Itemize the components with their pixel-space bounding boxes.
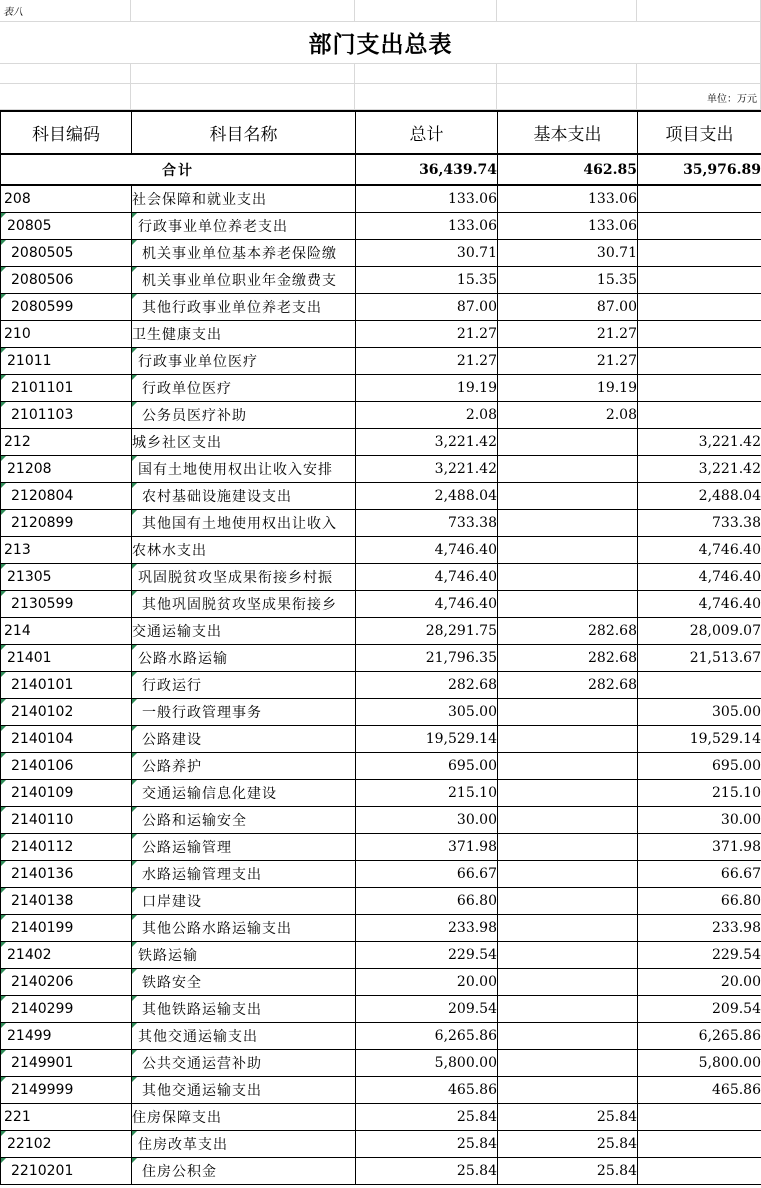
table-row — [1, 185, 761, 212]
row-total[interactable]: 21.27 — [356, 320, 498, 347]
row-code[interactable]: 22102 — [1, 1130, 132, 1157]
row-project[interactable]: 215.10 — [638, 779, 761, 806]
row-code[interactable]: 2130599 — [1, 590, 132, 617]
grid-cell[interactable] — [355, 64, 497, 84]
row-project[interactable]: 20.00 — [638, 968, 761, 995]
row-code[interactable]: 2140206 — [1, 968, 132, 995]
sheet-label: 表八 — [3, 7, 23, 18]
row-total[interactable]: 133.06 — [356, 212, 498, 239]
row-name[interactable]: 住房保障支出 — [132, 1103, 356, 1130]
row-basic[interactable]: 25.84 — [498, 1157, 638, 1184]
row-basic[interactable]: 133.06 — [498, 185, 638, 212]
row-name[interactable]: 铁路安全 — [132, 968, 356, 995]
header-row — [1, 111, 761, 154]
row-total[interactable]: 133.06 — [356, 185, 498, 212]
row-code[interactable]: 2101101 — [1, 374, 132, 401]
row-project[interactable]: 209.54 — [638, 995, 761, 1022]
row-code[interactable]: 2149999 — [1, 1076, 132, 1103]
row-project[interactable] — [638, 401, 761, 428]
row-code[interactable]: 2140102 — [1, 698, 132, 725]
row-project[interactable]: 3,221.42 — [638, 455, 761, 482]
row-total[interactable]: 25.84 — [356, 1157, 498, 1184]
row-total[interactable]: 19.19 — [356, 374, 498, 401]
table-row — [1, 401, 761, 428]
table-row — [1, 806, 761, 833]
row-name[interactable]: 交通运输信息化建设 — [132, 779, 356, 806]
row-basic[interactable] — [498, 941, 638, 968]
row-basic[interactable] — [498, 590, 638, 617]
row-code[interactable]: 2140199 — [1, 914, 132, 941]
row-basic[interactable]: 21.27 — [498, 320, 638, 347]
row-code[interactable]: 213 — [1, 536, 132, 563]
row-project[interactable] — [638, 1130, 761, 1157]
row-code[interactable]: 221 — [1, 1103, 132, 1130]
row-project[interactable] — [638, 239, 761, 266]
page-title: 部门支出总表 — [308, 31, 453, 58]
table-row — [1, 779, 761, 806]
grid-cell[interactable] — [131, 0, 355, 22]
grid-cell[interactable] — [131, 84, 355, 110]
total-project[interactable]: 35,976.89 — [638, 154, 761, 185]
row-code[interactable]: 21011 — [1, 347, 132, 374]
row-code[interactable]: 210 — [1, 320, 132, 347]
row-code[interactable]: 2101103 — [1, 401, 132, 428]
row-total[interactable]: 6,265.86 — [356, 1022, 498, 1049]
table-row — [1, 1022, 761, 1049]
row-total[interactable]: 20.00 — [356, 968, 498, 995]
row-project[interactable]: 465.86 — [638, 1076, 761, 1103]
row-basic[interactable] — [498, 509, 638, 536]
row-total[interactable]: 282.68 — [356, 671, 498, 698]
row-basic[interactable]: 30.71 — [498, 239, 638, 266]
table-row — [1, 860, 761, 887]
grid-cell[interactable] — [497, 0, 637, 22]
row-name[interactable]: 公务员医疗补助 — [132, 401, 356, 428]
table-row — [1, 320, 761, 347]
row-total[interactable]: 695.00 — [356, 752, 498, 779]
grid-cell[interactable] — [0, 84, 131, 110]
table-row — [1, 833, 761, 860]
row-basic[interactable] — [498, 428, 638, 455]
row-name[interactable]: 巩固脱贫攻坚成果衔接乡村振 — [132, 563, 356, 590]
row-project[interactable]: 233.98 — [638, 914, 761, 941]
row-name[interactable]: 口岸建设 — [132, 887, 356, 914]
row-code[interactable]: 2120899 — [1, 509, 132, 536]
row-name[interactable]: 交通运输支出 — [132, 617, 356, 644]
row-code[interactable]: 2140110 — [1, 806, 132, 833]
row-basic[interactable]: 87.00 — [498, 293, 638, 320]
table-row — [1, 212, 761, 239]
row-basic[interactable] — [498, 1022, 638, 1049]
row-name[interactable]: 公路运输管理 — [132, 833, 356, 860]
row-total[interactable]: 19,529.14 — [356, 725, 498, 752]
table-row — [1, 698, 761, 725]
row-total[interactable]: 5,800.00 — [356, 1049, 498, 1076]
row-basic[interactable]: 133.06 — [498, 212, 638, 239]
row-basic[interactable] — [498, 968, 638, 995]
row-name[interactable]: 社会保障和就业支出 — [132, 185, 356, 212]
row-total[interactable]: 371.98 — [356, 833, 498, 860]
row-project[interactable]: 733.38 — [638, 509, 761, 536]
row-total[interactable]: 15.35 — [356, 266, 498, 293]
table-row — [1, 563, 761, 590]
table-row — [1, 266, 761, 293]
table-row — [1, 536, 761, 563]
row-name[interactable]: 其他铁路运输支出 — [132, 995, 356, 1022]
row-basic[interactable]: 25.84 — [498, 1103, 638, 1130]
row-name[interactable]: 公路建设 — [132, 725, 356, 752]
table-row — [1, 887, 761, 914]
row-name[interactable]: 其他交通运输支出 — [132, 1022, 356, 1049]
header-basic[interactable]: 基本支出 — [498, 111, 638, 154]
unit-label: 单位：万元 — [707, 94, 757, 105]
row-total[interactable]: 66.67 — [356, 860, 498, 887]
row-project[interactable]: 3,221.42 — [638, 428, 761, 455]
row-project[interactable] — [638, 185, 761, 212]
row-name[interactable]: 公路水路运输 — [132, 644, 356, 671]
table-row — [1, 1130, 761, 1157]
row-total[interactable]: 229.54 — [356, 941, 498, 968]
row-total[interactable]: 28,291.75 — [356, 617, 498, 644]
grid-cell[interactable] — [131, 64, 355, 84]
row-project[interactable]: 4,746.40 — [638, 536, 761, 563]
row-total[interactable]: 209.54 — [356, 995, 498, 1022]
row-code[interactable]: 2120804 — [1, 482, 132, 509]
row-code[interactable]: 2140109 — [1, 779, 132, 806]
sheet-header-area — [0, 0, 761, 110]
row-code[interactable]: 2140106 — [1, 752, 132, 779]
row-code[interactable]: 2140138 — [1, 887, 132, 914]
row-basic[interactable]: 282.68 — [498, 617, 638, 644]
row-total[interactable]: 733.38 — [356, 509, 498, 536]
table-row — [1, 968, 761, 995]
row-basic[interactable] — [498, 806, 638, 833]
row-code[interactable]: 2140299 — [1, 995, 132, 1022]
row-total[interactable]: 21.27 — [356, 347, 498, 374]
row-total[interactable]: 87.00 — [356, 293, 498, 320]
row-code[interactable]: 21401 — [1, 644, 132, 671]
row-code[interactable]: 208 — [1, 185, 132, 212]
table-row — [1, 671, 761, 698]
row-basic[interactable] — [498, 995, 638, 1022]
row-project[interactable]: 19,529.14 — [638, 725, 761, 752]
row-basic[interactable] — [498, 1076, 638, 1103]
row-total[interactable]: 233.98 — [356, 914, 498, 941]
row-basic[interactable]: 25.84 — [498, 1130, 638, 1157]
row-code[interactable]: 2140104 — [1, 725, 132, 752]
row-project[interactable]: 30.00 — [638, 806, 761, 833]
table-row — [1, 644, 761, 671]
row-project[interactable]: 371.98 — [638, 833, 761, 860]
row-code[interactable]: 2080505 — [1, 239, 132, 266]
table-row — [1, 509, 761, 536]
row-total[interactable]: 30.71 — [356, 239, 498, 266]
row-code[interactable]: 21499 — [1, 1022, 132, 1049]
row-name[interactable]: 城乡社区支出 — [132, 428, 356, 455]
row-basic[interactable] — [498, 860, 638, 887]
row-basic[interactable]: 19.19 — [498, 374, 638, 401]
row-total[interactable]: 4,746.40 — [356, 563, 498, 590]
row-basic[interactable] — [498, 752, 638, 779]
row-code[interactable]: 21402 — [1, 941, 132, 968]
grid-cell[interactable] — [497, 84, 637, 110]
row-basic[interactable] — [498, 455, 638, 482]
row-total[interactable]: 2,488.04 — [356, 482, 498, 509]
row-total[interactable]: 30.00 — [356, 806, 498, 833]
row-total[interactable]: 4,746.40 — [356, 590, 498, 617]
table-row — [1, 590, 761, 617]
row-name[interactable]: 农村基础设施建设支出 — [132, 482, 356, 509]
row-project[interactable]: 229.54 — [638, 941, 761, 968]
row-name[interactable]: 水路运输管理支出 — [132, 860, 356, 887]
grid-cell[interactable] — [497, 64, 637, 84]
grid-cell[interactable] — [355, 84, 497, 110]
row-name[interactable]: 公路和运输安全 — [132, 806, 356, 833]
row-total[interactable]: 3,221.42 — [356, 455, 498, 482]
row-name[interactable]: 农林水支出 — [132, 536, 356, 563]
row-basic[interactable] — [498, 914, 638, 941]
row-code[interactable]: 21305 — [1, 563, 132, 590]
table-row — [1, 1103, 761, 1130]
row-project[interactable]: 66.80 — [638, 887, 761, 914]
row-total[interactable]: 2.08 — [356, 401, 498, 428]
row-name[interactable]: 住房公积金 — [132, 1157, 356, 1184]
grid-cell[interactable] — [355, 0, 497, 22]
row-code[interactable]: 2149901 — [1, 1049, 132, 1076]
row-project[interactable] — [638, 212, 761, 239]
row-project[interactable] — [638, 293, 761, 320]
row-project[interactable] — [638, 266, 761, 293]
table-row — [1, 1157, 761, 1184]
row-basic[interactable]: 15.35 — [498, 266, 638, 293]
total-sum[interactable]: 36,439.74 — [356, 154, 498, 185]
row-name[interactable]: 住房改革支出 — [132, 1130, 356, 1157]
row-total[interactable]: 4,746.40 — [356, 536, 498, 563]
row-code[interactable]: 2080599 — [1, 293, 132, 320]
row-project[interactable]: 305.00 — [638, 698, 761, 725]
row-name[interactable]: 其他巩固脱贫攻坚成果衔接乡 — [132, 590, 356, 617]
row-name[interactable]: 公路养护 — [132, 752, 356, 779]
row-project[interactable] — [638, 374, 761, 401]
row-name[interactable]: 机关事业单位基本养老保险缴 — [132, 239, 356, 266]
total-row — [1, 154, 761, 185]
row-project[interactable]: 4,746.40 — [638, 563, 761, 590]
row-project[interactable]: 5,800.00 — [638, 1049, 761, 1076]
row-basic[interactable]: 282.68 — [498, 644, 638, 671]
row-code[interactable]: 212 — [1, 428, 132, 455]
row-name[interactable]: 其他国有土地使用权出让收入 — [132, 509, 356, 536]
table-row — [1, 752, 761, 779]
row-project[interactable] — [638, 347, 761, 374]
row-code[interactable]: 214 — [1, 617, 132, 644]
row-basic[interactable] — [498, 887, 638, 914]
row-basic[interactable] — [498, 536, 638, 563]
row-basic[interactable]: 2.08 — [498, 401, 638, 428]
grid-cell[interactable] — [0, 64, 131, 84]
row-name[interactable]: 公共交通运营补助 — [132, 1049, 356, 1076]
row-project[interactable]: 66.67 — [638, 860, 761, 887]
expenditure-table — [0, 110, 761, 1185]
row-project[interactable]: 2,488.04 — [638, 482, 761, 509]
row-basic[interactable] — [498, 833, 638, 860]
row-code[interactable]: 2140101 — [1, 671, 132, 698]
row-total[interactable]: 215.10 — [356, 779, 498, 806]
total-basic[interactable]: 462.85 — [498, 154, 638, 185]
grid-cell[interactable] — [637, 64, 761, 84]
row-basic[interactable] — [498, 698, 638, 725]
row-project[interactable]: 28,009.07 — [638, 617, 761, 644]
row-code[interactable]: 2210201 — [1, 1157, 132, 1184]
row-code[interactable]: 21208 — [1, 455, 132, 482]
row-project[interactable]: 6,265.86 — [638, 1022, 761, 1049]
table-row — [1, 374, 761, 401]
table-row — [1, 1076, 761, 1103]
row-name[interactable]: 国有土地使用权出让收入安排 — [132, 455, 356, 482]
row-project[interactable] — [638, 1103, 761, 1130]
row-total[interactable]: 305.00 — [356, 698, 498, 725]
header-code[interactable]: 科目编码 — [1, 111, 132, 154]
table-row — [1, 617, 761, 644]
row-name[interactable]: 卫生健康支出 — [132, 320, 356, 347]
row-basic[interactable]: 282.68 — [498, 671, 638, 698]
row-total[interactable]: 3,221.42 — [356, 428, 498, 455]
table-row — [1, 914, 761, 941]
row-basic[interactable] — [498, 779, 638, 806]
row-name[interactable]: 其他公路水路运输支出 — [132, 914, 356, 941]
row-name[interactable]: 其他行政事业单位养老支出 — [132, 293, 356, 320]
row-name[interactable]: 行政单位医疗 — [132, 374, 356, 401]
row-name[interactable]: 其他交通运输支出 — [132, 1076, 356, 1103]
row-project[interactable] — [638, 671, 761, 698]
row-name[interactable]: 铁路运输 — [132, 941, 356, 968]
row-basic[interactable] — [498, 1049, 638, 1076]
table-row — [1, 1049, 761, 1076]
row-total[interactable]: 465.86 — [356, 1076, 498, 1103]
row-code[interactable]: 2140136 — [1, 860, 132, 887]
row-code[interactable]: 20805 — [1, 212, 132, 239]
table-row — [1, 455, 761, 482]
row-total[interactable]: 66.80 — [356, 887, 498, 914]
row-total[interactable]: 21,796.35 — [356, 644, 498, 671]
table-row — [1, 347, 761, 374]
row-basic[interactable]: 21.27 — [498, 347, 638, 374]
header-total[interactable]: 总计 — [356, 111, 498, 154]
row-name[interactable]: 行政事业单位养老支出 — [132, 212, 356, 239]
total-label[interactable]: 合计 — [1, 154, 356, 185]
row-name[interactable]: 机关事业单位职业年金缴费支 — [132, 266, 356, 293]
row-name[interactable]: 一般行政管理事务 — [132, 698, 356, 725]
header-name[interactable]: 科目名称 — [132, 111, 356, 154]
table-row — [1, 941, 761, 968]
row-code[interactable]: 2080506 — [1, 266, 132, 293]
row-name[interactable]: 行政运行 — [132, 671, 356, 698]
row-code[interactable]: 2140112 — [1, 833, 132, 860]
table-row — [1, 239, 761, 266]
table-row — [1, 293, 761, 320]
row-project[interactable] — [638, 320, 761, 347]
row-project[interactable]: 21,513.67 — [638, 644, 761, 671]
row-name[interactable]: 行政事业单位医疗 — [132, 347, 356, 374]
row-basic[interactable] — [498, 563, 638, 590]
row-basic[interactable] — [498, 482, 638, 509]
table-row — [1, 428, 761, 455]
row-total[interactable]: 25.84 — [356, 1130, 498, 1157]
table-row — [1, 482, 761, 509]
row-total[interactable]: 25.84 — [356, 1103, 498, 1130]
row-project[interactable] — [638, 1157, 761, 1184]
header-project[interactable]: 项目支出 — [638, 111, 761, 154]
table-row — [1, 725, 761, 752]
table-body — [1, 154, 761, 1184]
row-basic[interactable] — [498, 725, 638, 752]
row-project[interactable]: 4,746.40 — [638, 590, 761, 617]
grid-cell[interactable] — [637, 0, 761, 22]
table-row — [1, 995, 761, 1022]
row-project[interactable]: 695.00 — [638, 752, 761, 779]
